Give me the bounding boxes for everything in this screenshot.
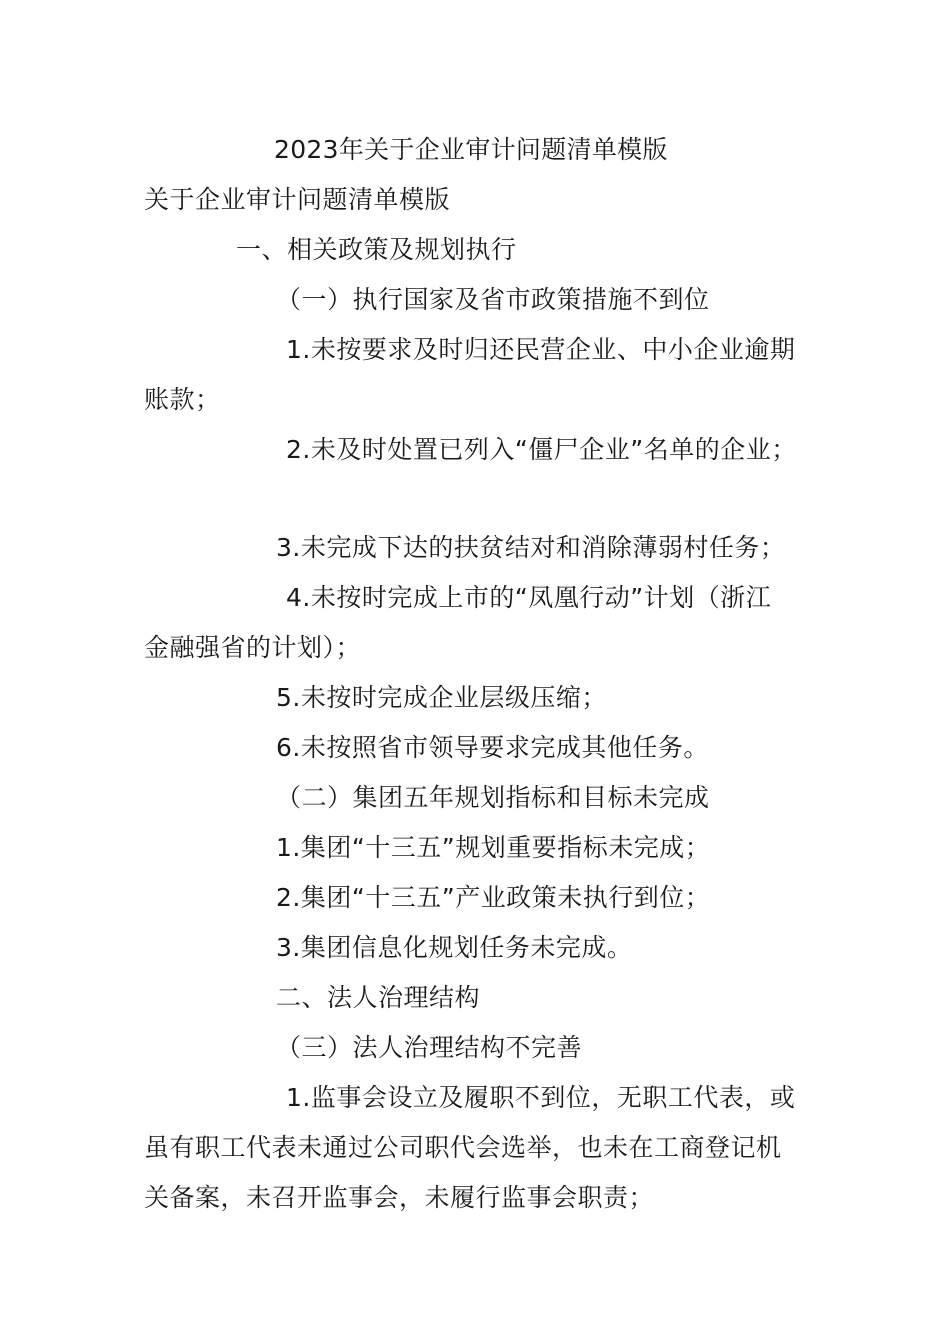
paragraph-item-2-3: 3.集团信息化规划任务未完成。 xyxy=(276,933,633,962)
paragraph-item-3-1-cont: 虽有职工代表未通过公司职代会选举，也未在工商登记机 xyxy=(144,1133,782,1162)
paragraph-item-3-1-cont2: 关备案，未召开监事会，未履行监事会职责； xyxy=(144,1183,655,1212)
paragraph-item-1-3: 3.未完成下达的扶贫结对和消除薄弱村任务； xyxy=(276,533,786,562)
paragraph-item-2-2: 2.集团“十三五”产业政策未执行到位； xyxy=(276,883,711,912)
subsection-heading-2: （二）集团五年规划指标和目标未完成 xyxy=(276,783,710,812)
section-heading-2: 二、法人治理结构 xyxy=(276,983,481,1012)
document-subtitle: 关于企业审计问题清单模版 xyxy=(144,185,451,214)
paragraph-item-1-2: 2.未及时处置已列入“僵尸企业”名单的企业； xyxy=(286,435,797,464)
paragraph-item-1-6: 6.未按照省市领导要求完成其他任务。 xyxy=(276,733,709,762)
section-heading-1: 一、相关政策及规划执行 xyxy=(236,235,517,264)
document-title: 2023年关于企业审计问题清单模版 xyxy=(274,135,668,164)
paragraph-item-1-5: 5.未按时完成企业层级压缩； xyxy=(276,683,607,712)
paragraph-item-1-4: 4.未按时完成上市的“凤凰行动”计划（浙江 xyxy=(286,583,772,612)
paragraph-item-1-1-cont: 账款； xyxy=(144,385,221,414)
paragraph-item-3-1: 1.监事会设立及履职不到位，无职工代表，或 xyxy=(286,1083,796,1112)
paragraph-item-2-1: 1.集团“十三五”规划重要指标未完成； xyxy=(276,833,711,862)
subsection-heading-1: （一）执行国家及省市政策措施不到位 xyxy=(276,285,710,314)
subsection-heading-3: （三）法人治理结构不完善 xyxy=(276,1033,583,1062)
paragraph-item-1-4-cont: 金融强省的计划）； xyxy=(144,633,362,662)
paragraph-item-1-1: 1.未按要求及时归还民营企业、中小企业逾期 xyxy=(286,335,796,364)
